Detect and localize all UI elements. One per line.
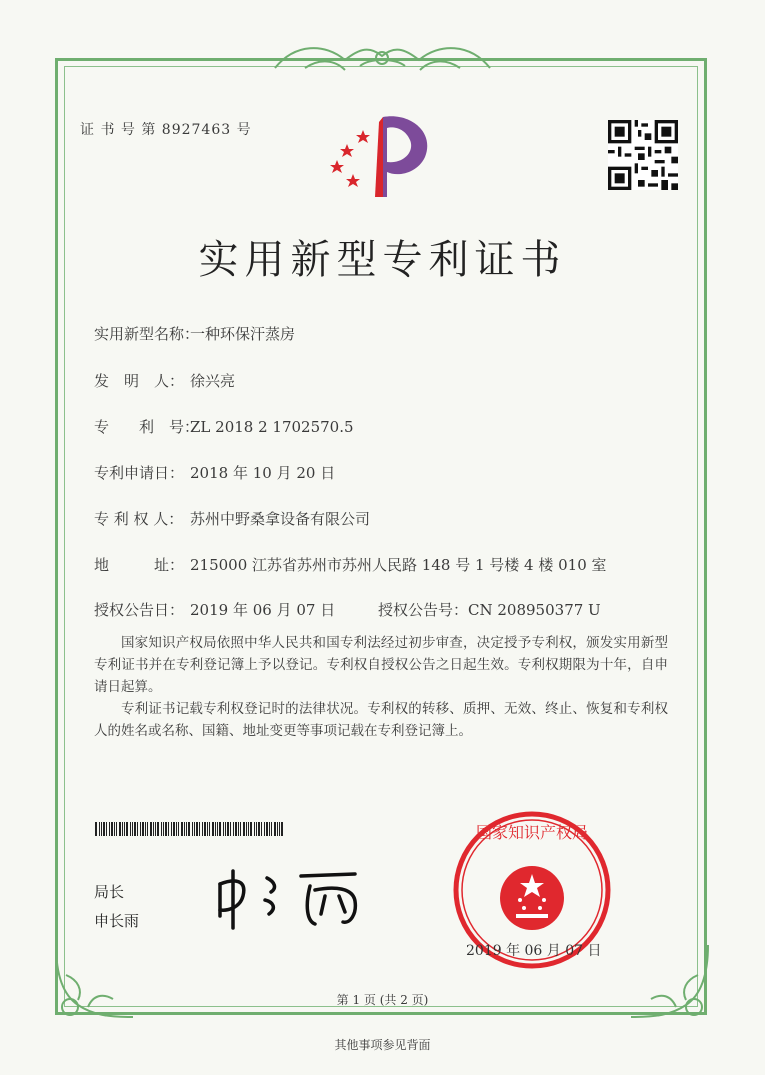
qr-code — [608, 120, 678, 190]
field-label: 发 明 人： — [94, 372, 185, 390]
seal-text: 国家知识产权局 — [475, 823, 589, 842]
field-address — [94, 554, 607, 575]
field-value: 2018 年 10 月 20 日 — [190, 464, 336, 482]
page-number: 第 1 页 (共 2 页) — [336, 993, 429, 1007]
field-value: 一种环保汗蒸房 — [190, 325, 296, 343]
field-value: ZL 2018 2 1702570.5 — [190, 418, 354, 436]
back-note: 其他事项参见背面 — [334, 1038, 431, 1052]
field-application-date — [94, 462, 335, 483]
legal-paragraph-1: 国家知识产权局依照中华人民共和国专利法经过初步审查，决定授予专利权，颁发实用新型专利证书并在专利登记簿上予以登记。专利权自授权公告之日起生效。专利权期限为十年，自申请日起算。 — [94, 635, 668, 695]
field-patent-number — [94, 416, 354, 437]
director-signature — [205, 866, 380, 931]
certificate-number: 证 书 号 第 8927463 号 — [80, 122, 252, 138]
bottom-left-floral-ornament — [48, 935, 138, 1025]
field-label: 专利申请日： — [94, 464, 185, 482]
field-label: 专 利 号： — [94, 418, 200, 436]
field-utility-model-name — [94, 323, 295, 344]
field-value: 苏州中野桑拿设备有限公司 — [190, 510, 371, 528]
seal-date: 2019 年 06 月 07 日 — [466, 943, 602, 959]
field-grant-date — [94, 599, 335, 620]
director-title: 局长 — [94, 883, 125, 901]
certificate-title: 实用新型专利证书 — [198, 237, 567, 283]
field-value: 2019 年 06 月 07 日 — [190, 601, 336, 619]
field-value: 215000 江苏省苏州市苏州人民路 148 号 1 号楼 4 楼 010 室 — [190, 556, 607, 574]
field-label: 实用新型名称： — [94, 325, 200, 343]
top-floral-ornament — [265, 38, 500, 78]
barcode — [95, 822, 285, 836]
legal-statement — [94, 632, 668, 742]
field-value: CN 208950377 U — [468, 601, 601, 619]
field-label: 专 利 权 人： — [94, 510, 184, 528]
field-patentee — [94, 508, 370, 529]
field-inventor — [94, 370, 235, 391]
field-label: 授权公告日： — [94, 601, 185, 619]
bottom-right-floral-ornament — [626, 935, 716, 1025]
field-label: 地 址： — [94, 556, 185, 574]
director-name: 申长雨 — [94, 912, 140, 930]
patent-office-logo — [325, 112, 440, 202]
legal-paragraph-2: 专利证书记载专利权登记时的法律状况。专利权的转移、质押、无效、终止、恢复和专利权人的姓名或名称、国籍、地址变更等事项记载在专利登记簿上。 — [94, 701, 668, 739]
field-value: 徐兴亮 — [190, 372, 236, 390]
field-label: 授权公告号： — [378, 601, 469, 619]
field-grant-number — [378, 599, 601, 620]
